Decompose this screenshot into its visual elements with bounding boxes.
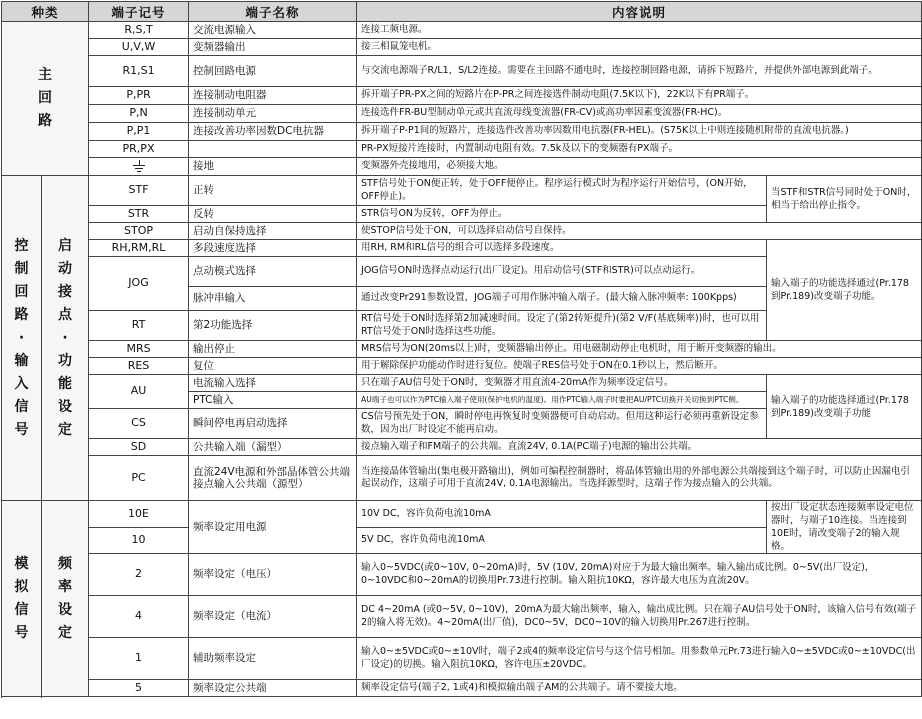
desc-r1s1: 与交流电源端子R/L1，S/L2连接。需要在主回路不通电时，连接控制回路电源，请拆下短路片，并提供外部电源到此端子。: [357, 56, 922, 87]
name-cs: 瞬间停电再启动选择: [189, 409, 357, 439]
header-code: 端子记号: [89, 2, 189, 22]
table-row: [2, 240, 922, 257]
name-rst: 交流电源输入: [189, 22, 357, 39]
table-row: [2, 638, 922, 680]
desc-pc: 当连接晶体管输出(集电极开路输出)，例如可编程控制器时，将晶体管输出用的外部电源公共端接到这个端子时，可以防止因漏电引起误动作，这端子可用于直流24V, 0.1A电源输出。当选择源型时，这端子作为接点输入的公共端。: [357, 456, 922, 501]
desc-cs: CS信号预先处于ON，瞬时停电再恢复时变频器便可自动启动。但用这种运行必须再重新设定参数，因为出厂时设定不能再启动。: [357, 409, 767, 439]
header-name: 端子名称: [189, 2, 357, 22]
table-row: [2, 439, 922, 456]
desc-au-current: 只在端子AU信号处于ON时，变频器才用直流4-20mA作为频率设定信号。: [357, 375, 767, 392]
name-stf: 正转: [189, 176, 357, 206]
code-r1s1: R1,S1: [89, 56, 189, 87]
name-au-ptc: PTC输入: [189, 392, 357, 409]
code-sd: SD: [89, 439, 189, 456]
code-pn: P,N: [89, 105, 189, 123]
table-row: [2, 456, 922, 501]
terminal-spec-table: [1, 1, 922, 697]
table-row: [2, 501, 922, 528]
code-stop: STOP: [89, 223, 189, 240]
code-pc: PC: [89, 456, 189, 501]
code-cs: CS: [89, 409, 189, 439]
name-terminal-10: 频率设定用电源: [189, 501, 357, 554]
header-description: 内容说明: [357, 2, 922, 22]
table-row: [2, 39, 922, 56]
name-mrs: 输出停止: [189, 341, 357, 358]
table-row: [2, 87, 922, 105]
name-jog-pulse: 脉冲串输入: [189, 287, 357, 311]
desc-pp1: 拆开端子P-P1间的短路片，连接选件改善功率因数用电抗器(FR-HEL)。(S75K以上中则连接随机附带的直流电抗器。): [357, 123, 922, 141]
name-str: 反转: [189, 206, 357, 223]
table-row: [2, 596, 922, 638]
table-row: [2, 123, 922, 141]
code-au: AU: [89, 375, 189, 409]
group-frequency-setting: 频 率 设 定: [42, 501, 89, 697]
name-rhrmrl: 多段速度选择: [189, 240, 357, 257]
name-pc-line2: 接点输入公共端（源型）: [193, 478, 309, 490]
code-stf: STF: [89, 176, 189, 206]
table-row: [2, 223, 922, 240]
name-ppr: 连接制动电阻器: [189, 87, 357, 105]
code-prpx: PR,PX: [89, 141, 189, 158]
note-function-select-1: 输入端子的功能选择通过(Pr.178到Pr.189)改变端子功能。: [767, 240, 922, 341]
desc-stf: STF信号处于ON便正转，处于OFF便停止。程序运行模式时为程序运行开始信号，(ON开始，OFF停止)。: [357, 176, 767, 206]
desc-str: STR信号ON为反转，OFF为停止。: [357, 206, 767, 223]
ground-symbol-icon: [132, 160, 146, 172]
name-res: 复位: [189, 358, 357, 375]
name-prpx: [189, 141, 357, 158]
desc-pn: 连接选件FR-BU型制动单元或共直流母线变流器(FR-CV)或高功率因素变流器(FR-HC)。: [357, 105, 922, 123]
desc-au-ptc: AU端子也可以作为PTC输入端子使用(保护电机的温度)。用作PTC输入端子时要把AU/PTC切换开关切换到PTC侧。: [357, 392, 767, 409]
code-5: 5: [89, 680, 189, 697]
table-row: [2, 22, 922, 39]
table-header-row: [2, 2, 922, 22]
code-10e: 10E: [89, 501, 189, 528]
name-2: 频率设定（电压）: [189, 554, 357, 596]
header-category: 种类: [2, 2, 89, 22]
code-str: STR: [89, 206, 189, 223]
group-analog-signal: 模 拟 信 号: [2, 501, 42, 697]
name-4: 频率设定（电流）: [189, 596, 357, 638]
desc-res: 用于解除保护功能动作时进行复位。使端子RES信号处于ON在0.1秒以上，然后断开。: [357, 358, 922, 375]
code-rst: R,S,T: [89, 22, 189, 39]
name-sd: 公共输入端（漏型）: [189, 439, 357, 456]
code-uvw: U,V,W: [89, 39, 189, 56]
desc-mrs: MRS信号为ON(20ms以上)时，变频器输出停止。用电磁制动停止电机时，用于断开变频器的输出。: [357, 341, 922, 358]
name-au-current: 电流输入选择: [189, 375, 357, 392]
table-row: [2, 554, 922, 596]
desc-uvw: 接三相鼠笼电机。: [357, 39, 922, 56]
name-pn: 连接制动单元: [189, 105, 357, 123]
name-1: 辅助频率设定: [189, 638, 357, 680]
desc-1: 输入0~±5VDC或0~±10V时，端子2或4的频率设定信号与这个信号相加。用参数单元Pr.73进行输入0~±5VDC或0~±10VDC(出厂设定)的切换。输入阻抗10KΩ，容许电压±20VDC。: [357, 638, 922, 680]
code-ground: [89, 158, 189, 176]
table-row: [2, 56, 922, 87]
table-row: [2, 358, 922, 375]
table-row: [2, 105, 922, 123]
desc-prpx: PR-PX短接片连接时，内置制动电阻有效。7.5k及以下的变频器有PX端子。: [357, 141, 922, 158]
name-r1s1: 控制回路电源: [189, 56, 357, 87]
table-row: [2, 680, 922, 697]
code-mrs: MRS: [89, 341, 189, 358]
name-pc: [189, 456, 357, 501]
desc-jog-mode: JOG信号ON时选择点动运行(出厂设定)。用启动信号(STF和STR)可以点动运行。: [357, 257, 767, 287]
code-res: RES: [89, 358, 189, 375]
name-ground: 接地: [189, 158, 357, 176]
name-pc-line1: 直流24V电源和外部晶体管公共端: [193, 465, 351, 478]
desc-10: 5V DC，容许负荷电流10mA: [357, 527, 767, 554]
name-pp1: 连接改善功率因数DC电抗器: [189, 123, 357, 141]
table-row: [2, 375, 922, 392]
name-stop: 启动自保持选择: [189, 223, 357, 240]
desc-10e: 10V DC，容许负荷电流10mA: [357, 501, 767, 528]
table-row: [2, 141, 922, 158]
name-rt: 第2功能选择: [189, 311, 357, 341]
code-10: 10: [89, 527, 189, 554]
desc-rst: 连接工频电源。: [357, 22, 922, 39]
code-rhrmrl: RH,RM,RL: [89, 240, 189, 257]
note-stf-str: 当STF和STR信号同时处于ON时，相当于给出停止指令。: [767, 176, 922, 223]
name-5: 频率设定公共端: [189, 680, 357, 697]
name-jog-mode: 点动模式选择: [189, 257, 357, 287]
code-4: 4: [89, 596, 189, 638]
group-main-circuit: 主 回 路: [2, 22, 89, 176]
desc-2: 输入0~5VDC(或0~10V, 0~20mA)时，5V (10V, 20mA)对应于为最大输出频率。输入输出成比例。0~5V(出厂设定)，0~10VDC和0~20mA的切换用Pr.73进行控制。输入阻抗10KΩ，容许最大电压为直流20V。: [357, 554, 922, 596]
desc-4: DC 4~20mA (或0~5V, 0~10V)，20mA为最大输出频率，输入，输出成比例。只在端子AU信号处于ON时，该输入信号有效(端子2的输入将无效)。4~20mA(出厂值)，DC0~5V，DC0~10V的输入切换用Pr.267进行控制。: [357, 596, 922, 638]
table-row: [2, 158, 922, 176]
note-function-select-2: 输入端子的功能选择通过(Pr.178到Pr.189)改变端子功能: [767, 375, 922, 439]
desc-5: 频率设定信号(端子2, 1或4)和模拟输出端子AM的公共端子。请不要接大地。: [357, 680, 922, 697]
desc-ppr: 拆开端子PR-PX之间的短路片在P-PR之间连接选件制动电阻(7.5K以下)，22K以下有PR端子。: [357, 87, 922, 105]
code-jog: JOG: [89, 257, 189, 311]
group-start-contact: 启 动 接 点 · 功 能 设 定: [42, 176, 89, 501]
code-pp1: P,P1: [89, 123, 189, 141]
code-rt: RT: [89, 311, 189, 341]
table-row: [2, 341, 922, 358]
desc-stop: 使STOP信号处于ON，可以选择启动信号自保持。: [357, 223, 922, 240]
desc-rhrmrl: 用RH, RM和RL信号的组合可以选择多段速度。: [357, 240, 767, 257]
code-1: 1: [89, 638, 189, 680]
desc-sd: 接点输入端子和FM端子的公共端。直流24V, 0.1A(PC端子)电源的输出公共端。: [357, 439, 922, 456]
name-uvw: 变频器输出: [189, 39, 357, 56]
note-terminal-10: 按出厂设定状态连接频率设定电位器时，与端子10连接。当连接到10E时，请改变端子2的输入规格。: [767, 501, 922, 554]
desc-jog-pulse: 通过改变Pr291参数设置，JOG端子可用作脉冲输入端子。(最大输入脉冲频率: 100Kpps): [357, 287, 767, 311]
code-ppr: P,PR: [89, 87, 189, 105]
desc-ground: 变频器外壳接地用，必须接大地。: [357, 158, 922, 176]
code-2: 2: [89, 554, 189, 596]
table-row: [2, 176, 922, 206]
group-control-input: 控 制 回 路 · 输 入 信 号: [2, 176, 42, 501]
desc-rt: RT信号处于ON时选择第2加减速时间。设定了(第2转矩提升)(第2 V/F(基底频率))时，也可以用RT信号处于ON时选择这些功能。: [357, 311, 767, 341]
